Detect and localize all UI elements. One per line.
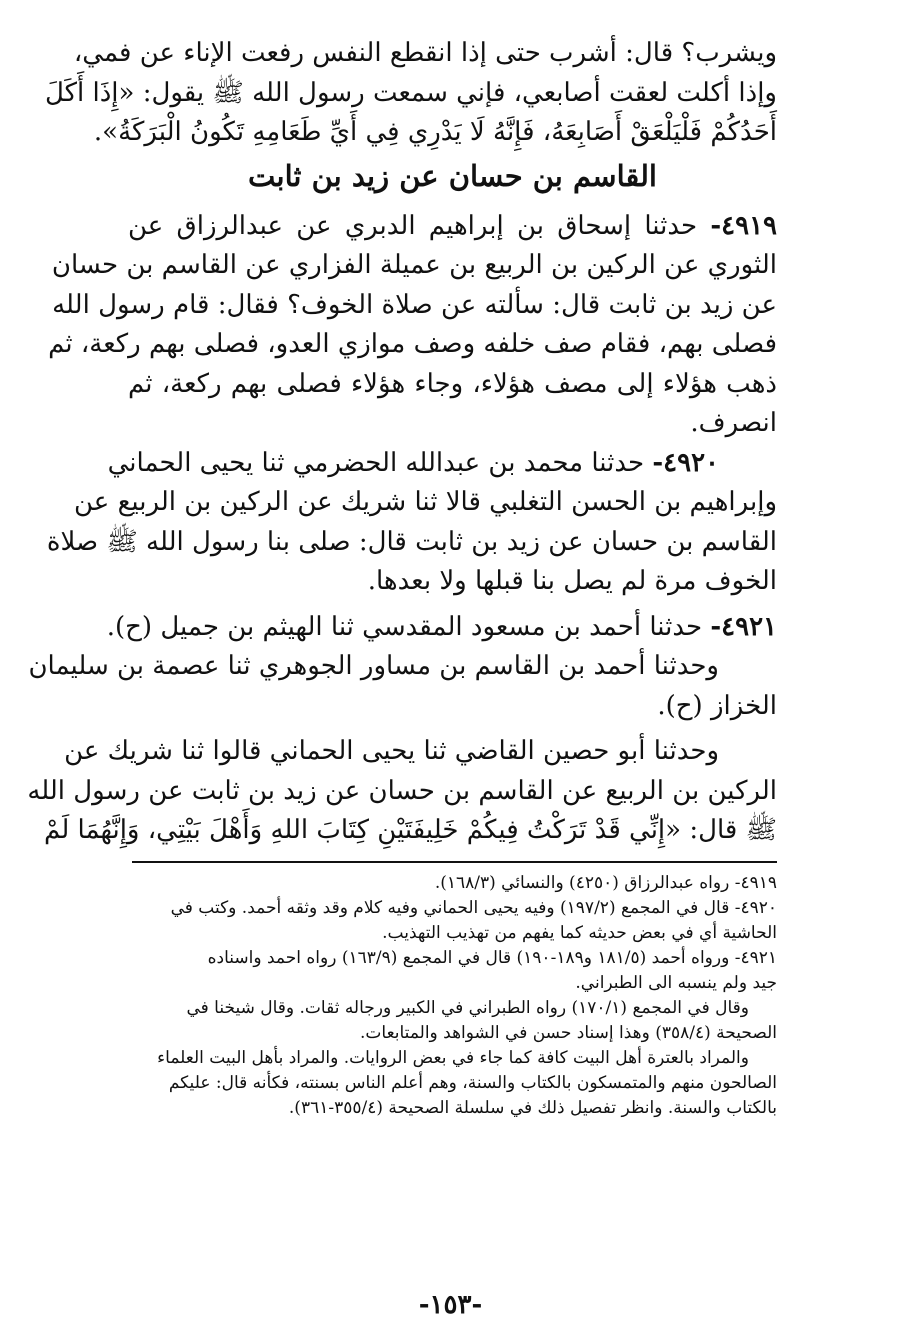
footnote-line: وقال في المجمع (١٧٠/١) رواه الطبراني في الكبير ورجاله ثقات. وقال شيخنا في — [186, 997, 749, 1018]
hadith-4919-first-line: ٤٩١٩- حدثنا إسحاق بن إبراهيم الدبري عن عبدالرزاق عن — [128, 210, 778, 241]
footnote-separator — [132, 861, 777, 863]
hadith-4921-first-line: ٤٩٢١- حدثنا أحمد بن مسعود المقدسي ثنا الهيثم بن جميل (ح). — [106, 611, 777, 642]
hadith-4920-first-line: ٤٩٢٠- حدثنا محمد بن عبدالله الحضرمي ثنا يحيى الحماني — [107, 447, 719, 478]
body-line: انصرف. — [690, 408, 777, 438]
footnote-line: ٤٩١٩- رواه عبدالرزاق (٤٢٥٠) والنسائي (١٦٨/٣). — [434, 872, 777, 893]
footnote-line: ٤٩٢١- ورواه أحمد (١٨١/٥ و١٨٩-١٩٠) قال في المجمع (١٦٣/٩) رواه احمد واسناده — [207, 947, 777, 968]
footnote-line: الصالحون منهم والمتمسكون بالكتاب والسنة، وهم أعلم الناس بسنته، فكأنه قال: عليكم — [168, 1072, 777, 1093]
body-line: ذهب هؤلاء إلى مصف هؤلاء، وجاء هؤلاء فصلى بهم ركعة، ثم — [128, 368, 777, 399]
page-number: -١٥٣- — [418, 1290, 483, 1320]
footnote-line: جيد ولم ينسبه الى الطبراني. — [575, 972, 777, 993]
footnote-line: الصحيحة (٣٥٨/٤) وهذا إسناد حسن في الشواهد والمتابعات. — [359, 1022, 777, 1043]
body-line: ويشرب؟ قال: أشرب حتى إذا انقطع النفس رفعت الإناء عن فمي، — [73, 38, 777, 68]
body-line: الثوري عن الركين بن الربيع بن عميلة الفزاري عن القاسم بن حسان — [51, 250, 777, 280]
body-line: وحدثنا أبو حصين القاضي ثنا يحيى الحماني قالوا ثنا شريك عن — [64, 736, 719, 766]
body-line: وإبراهيم بن الحسن التغلبي قالا ثنا شريك عن الركين بن الربيع عن — [74, 487, 777, 517]
section-heading: القاسم بن حسان عن زيد بن ثابت — [248, 158, 657, 193]
footnote-line: ٤٩٢٠- قال في المجمع (١٩٧/٢) وفيه يحيى الحماني وفيه كلام وقد وثقه أحمد. وكتب في — [170, 897, 777, 918]
hadith-number: ٤٩٢١- — [710, 611, 777, 642]
body-line: ﷺ قال: «إِنِّي قَدْ تَرَكْتُ فِيكُمْ خَلِيفَتَيْنِ كِتَابَ اللهِ وَأَهْلَ بَيْتِي، وَإِنَّهُمَا لَمْ — [44, 815, 777, 845]
body-line: الركين بن الربيع عن القاسم بن حسان عن زيد بن ثابت عن رسول الله — [27, 775, 777, 806]
body-line: فصلى بهم، فقام صف خلفه وصف موازي العدو، فصلى بهم ركعة، ثم — [48, 329, 777, 359]
hadith-number: ٤٩١٩- — [710, 210, 778, 241]
body-line: وحدثنا أحمد بن القاسم بن مساور الجوهري ثنا عصمة بن سليمان — [28, 651, 719, 681]
hadith-number: ٤٩٢٠- — [652, 447, 719, 478]
footnote-line: الحاشية أي في بعض حديثه كما يفهم من تهذيب التهذيب. — [382, 922, 777, 943]
footnote-line: بالكتاب والسنة. وانظر تفصيل ذلك في سلسلة الصحيحة (٣٥٥/٤-٣٦١). — [288, 1097, 777, 1118]
body-line: الخزاز (ح). — [657, 690, 777, 721]
footnote-line: والمراد بالعترة أهل البيت كافة كما جاء في بعض الروايات. والمراد بأهل البيت العلماء — [157, 1047, 749, 1068]
body-line: عن زيد بن ثابت قال: سألته عن صلاة الخوف؟ فقال: قام رسول الله — [52, 289, 777, 320]
body-line: أَحَدُكُمْ فَلْيَلْعَقْ أَصَابِعَهُ، فَإِنَّهُ لَا يَدْرِي فِي أَيِّ طَعَامِهِ تَكُونُ الْبَرَكَةُ». — [93, 117, 777, 147]
body-line: الخوف مرة لم يصل بنا قبلها ولا بعدها. — [367, 566, 777, 596]
body-line: القاسم بن حسان عن زيد بن ثابت قال: صلى بنا رسول الله ﷺ صلاة — [46, 526, 777, 557]
body-line: وإذا أكلت لعقت أصابعي، فإني سمعت رسول الله ﷺ يقول: «إِذَا أَكَلَ — [44, 77, 777, 108]
